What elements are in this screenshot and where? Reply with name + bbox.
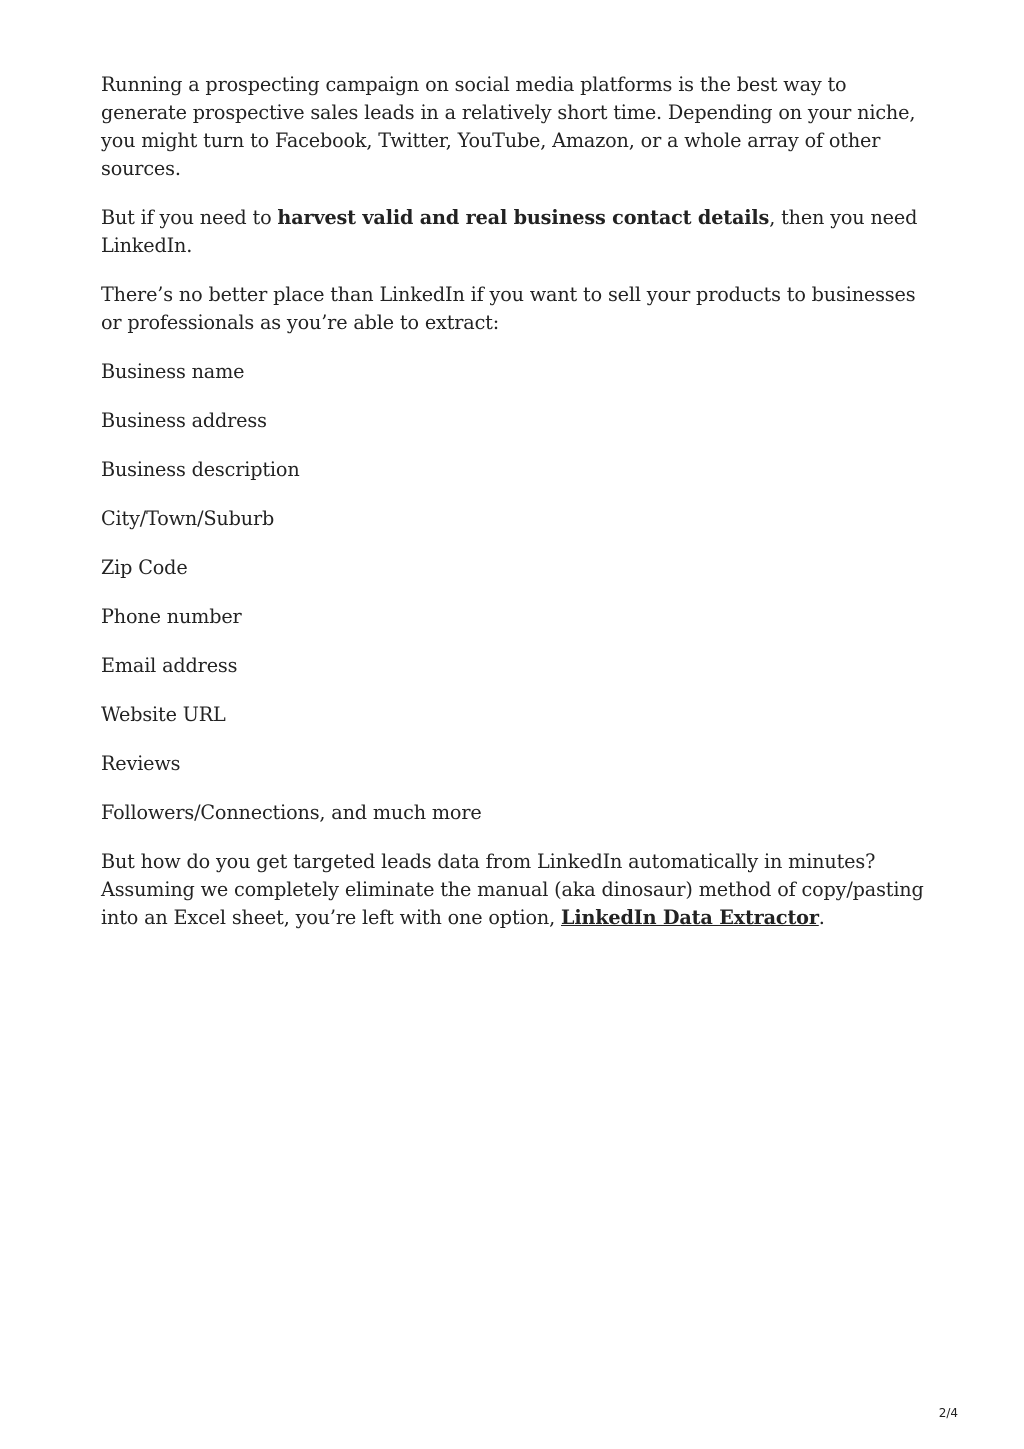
extract-item: Followers/Connections, and much more (101, 801, 482, 824)
extract-item: Reviews (101, 752, 181, 775)
no-better-paragraph: There’s no better place than LinkedIn if you want to sell your products to businesses or professionals as you’re able to extract: (101, 283, 916, 334)
extract-item: Business name (101, 360, 245, 383)
extract-item: Business description (101, 458, 300, 481)
need-text-after: , then you need LinkedIn. (101, 206, 918, 257)
page-number: 2/4 (938, 1406, 958, 1420)
extract-item: Website URL (101, 703, 226, 726)
closing-paragraph (101, 848, 931, 932)
document-body (101, 71, 931, 953)
extract-item: City/Town/Suburb (101, 507, 275, 530)
extract-item: Zip Code (101, 556, 188, 579)
closing-text-after: . (818, 906, 825, 929)
need-bold-text: harvest valid and real business contact details (277, 206, 770, 229)
extract-item: Email address (101, 654, 238, 677)
need-text-before: But if you need to (101, 206, 278, 229)
need-linkedin-paragraph (101, 204, 931, 260)
extract-item: Business address (101, 409, 267, 432)
extract-item: Phone number (101, 605, 242, 628)
intro-paragraph: Running a prospecting campaign on social media platforms is the best way to generate prospective sales leads in a relatively short time. Depending on your niche, you might turn to Facebook, Twitter, YouTube, Amazon, or a whole array of other sources. (101, 73, 916, 180)
closing-text-before: But how do you get targeted leads data from LinkedIn automatically in minutes? Assuming we completely eliminate the manual (aka dinosaur) method of copy/pasting into an Excel sheet, you’re left with one option, (101, 850, 924, 929)
linkedin-data-extractor-link[interactable]: LinkedIn Data Extractor (561, 906, 819, 929)
